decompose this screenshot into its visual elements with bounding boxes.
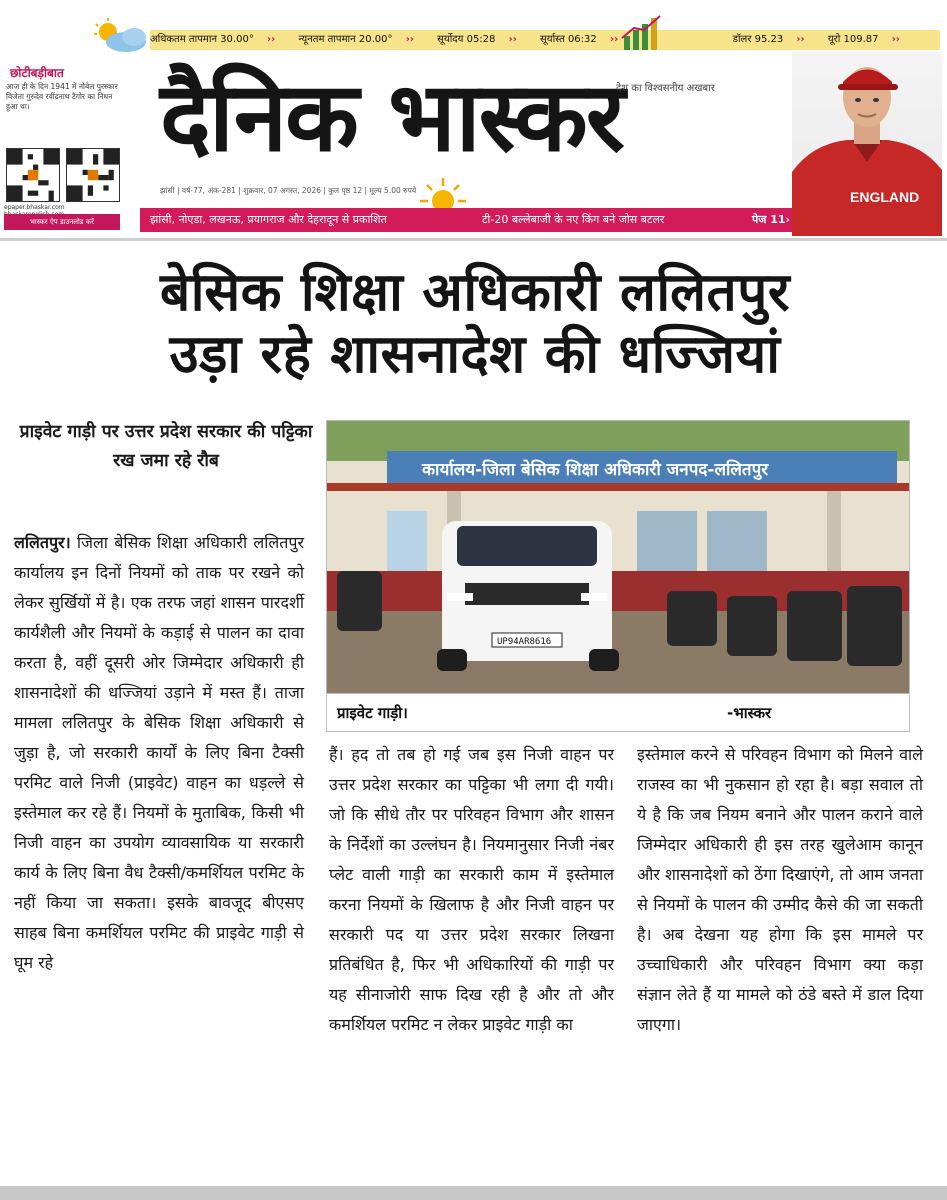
article-column-3: इस्तेमाल करने से परिवहन विभाग को मिलने वाले राजस्व का भी नुकसान हो रहा है। बड़ा सवाल तो ये है कि जब नियम बनाने और पालन कराने वाले जिम्मेदार अधिकारी ही इस तरह खुलेआम कानून और शासनादेशों को ठेंगा दिखाएंगे, तो आम जनता से नियमों के पालन की उम्मीद कैसे की जा सकती है। अब देखना यह होगा कि इस मामले पर उच्चाधिकारी और परिवहन विभाग क्या कड़ा संज्ञान लेते हैं या मामले को ठंडे बस्ते में डाल दिया जाएगा। xyxy=(637,745,923,1034)
weather-ticker xyxy=(150,30,940,50)
weather-cloud-sun-icon xyxy=(88,16,154,54)
jersey-text: ENGLAND xyxy=(850,189,920,205)
app-download-banner[interactable]: भास्कर ऐप डाउनलोड करें xyxy=(4,214,120,230)
office-car-illustration xyxy=(327,421,909,693)
qr-caption: epaper.bhaskar.com xyxy=(4,204,65,211)
number-plate: UP94AR8616 xyxy=(497,637,552,647)
editions-text: झांसी, नोएडा, लखनऊ, प्रयागराज और देहरादून से प्रकाशित xyxy=(150,213,387,226)
chhoti-badi-baat-text: आज ही के दिन 1941 में नोबेल पुरस्कार विजेता गुरुदेव रवींद्रनाथ टैगोर का निधन हुआ था। xyxy=(6,82,118,111)
masthead-banner xyxy=(140,208,792,232)
headline xyxy=(20,262,930,386)
issue-line: झांसी | वर्ष-77, अंक-281 | शुक्रवार, 07 अगस्त, 2026 | कुल पृष्ठ 12 | मूल्य 5.00 रुपये xyxy=(160,186,417,195)
qr-code-icon[interactable] xyxy=(66,148,120,202)
headline-line-2: उड़ा रहे शासनादेश की धज्जियां xyxy=(169,324,781,385)
ticker-sunset: सूर्यास्त 06:32 ›› xyxy=(540,34,619,45)
sports-teaser[interactable]: टी-20 बल्लेबाजी के नए किंग बने जोस बटलर xyxy=(482,213,665,226)
ticker-max-temp: अधिकतम तापमान 30.00° ›› xyxy=(150,34,276,45)
ticker-euro: यूरो 109.87 ›› xyxy=(827,34,900,45)
money-chart-icon xyxy=(620,12,666,52)
subheadline: प्राइवेट गाड़ी पर उत्तर प्रदेश सरकार की पट्टिका रख जमा रहे रौब xyxy=(19,422,313,471)
photo-caption-text: प्राइवेट गाड़ी। xyxy=(337,704,408,722)
headline-line-1: बेसिक शिक्षा अधिकारी ललितपुर xyxy=(159,262,791,323)
qr-code-icon[interactable] xyxy=(6,148,60,202)
newspaper-logo: दैनिक भास्कर xyxy=(160,61,623,173)
ticker-sunrise: सूर्योदय 05:28 ›› xyxy=(437,34,517,45)
article-photo xyxy=(326,420,910,694)
ticker-min-temp: न्यूनतम तापमान 20.00° ›› xyxy=(298,34,414,45)
page-pointer[interactable]: पेज 11› xyxy=(752,213,791,226)
ticker-dollar: डॉलर 95.23 ›› xyxy=(732,34,805,45)
article-column-1 xyxy=(14,528,304,978)
cricketer-photo xyxy=(792,52,942,236)
column-1-text: जिला बेसिक शिक्षा अधिकारी ललितपुर कार्यालय इन दिनों नियमों को ताक पर रखने को लेकर सुर्खियों में है। एक तरफ जहां शासन पारदर्शी कार्यशैली और नियमों के कड़ाई से पालन का दावा करता है, वहीं दूसरी ओर जिम्मेदार अधिकारी ही शासनादेशों की धज्जियां उड़ाने में मस्त हैं। ताजा मामला ललितपुर के बेसिक शिक्षा अधिकारी से जुड़ा है, जो सरकारी कार्यों के लिए बिना टैक्सी परमिट वाले निजी (प्राइवेट) वाहन का धड़ल्ले से इस्तेमाल कर रहे हैं। नियमों के मुताबिक, किसी भी निजी वाहन का उपयोग व्यावसायिक या सरकारी कार्य के लिए बिना वैध टैक्सी/कमर्शियल परमिट के नहीं किया जा सकता। इसके बावजूद बीएसए साहब बिना कमर्शियल परमिट की प्राइवेट गाड़ी से घूम रहे xyxy=(14,533,304,972)
chhoti-badi-baat-title: छोटीबड़ीबात xyxy=(10,66,64,80)
bottom-strip xyxy=(0,1186,947,1200)
photo-credit: -भास्कर xyxy=(727,704,772,722)
photo-caption xyxy=(326,695,910,732)
article-column-2: हैं। हद तो तब हो गई जब इस निजी वाहन पर उत्तर प्रदेश सरकार का पट्टिका भी लगा दी गयी। जो कि सीधे तौर पर परिवहन विभाग और शासन के निर्देशों का उल्लंघन है। नियमानुसार निजी नंबर प्लेट वाली गाड़ी का सरकारी काम में इस्तेमाल करना नियमों के खिलाफ है और निजी वाहन पर सरकारी पद या उत्तर प्रदेश सरकार लिखना प्रतिबंधित है, फिर भी अधिकारियों की गाड़ी पर यह सीनाजोरी साफ दिख रही है और तो और कमर्शियल परमिट न लेकर प्राइवेट गाड़ी का xyxy=(329,745,614,1034)
dateline-place: ललितपुर। xyxy=(14,533,71,552)
office-sign: कार्यालय-जिला बेसिक शिक्षा अधिकारी जनपद-ललितपुर xyxy=(422,460,769,480)
tagline: देश का विश्वसनीय अखबार xyxy=(616,83,715,94)
cricketer-illustration xyxy=(792,52,942,236)
